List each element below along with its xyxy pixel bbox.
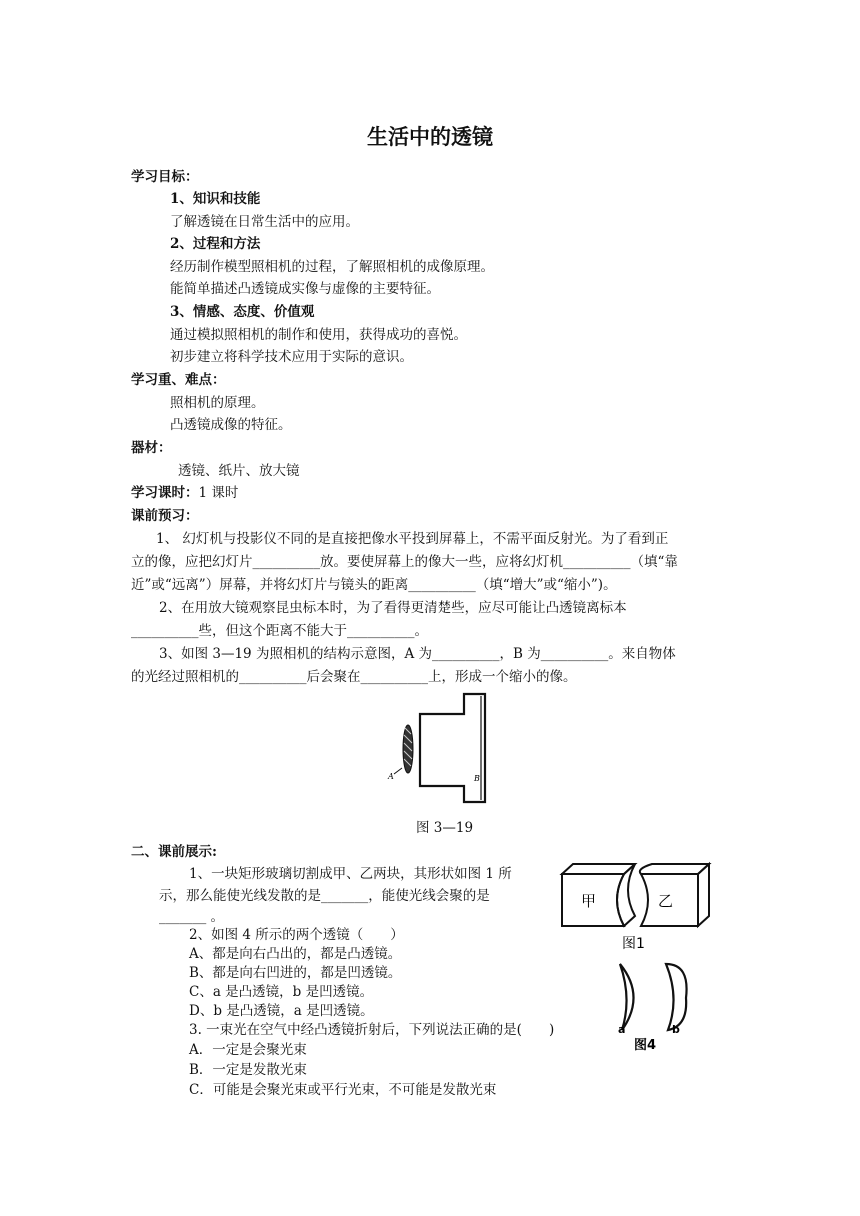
figure-3-19-caption: 图 3—19 <box>416 820 474 836</box>
label-a: A <box>388 772 394 781</box>
goal-section-1: 1、知识和技能 <box>170 191 261 207</box>
goal-text: 能简单描述凸透镜成实像与虚像的主要特征。 <box>170 281 440 297</box>
preview-q3-line: 3、如图 3—19 为照相机的结构示意图，A 为__________，B 为__________。来自物体 <box>159 646 676 662</box>
camera-diagram <box>386 688 498 812</box>
show-q2-option-a: A、都是向右凸出的，都是凸透镜。 <box>189 946 402 962</box>
preview-q2-line: 2、在用放大镜观察昆虫标本时，为了看得更清楚些，应尽可能让凸透镜离标本 <box>159 600 627 616</box>
show-q3-option-b: B．一定是发散光束 <box>189 1062 307 1078</box>
show-q1-line: 1、一块矩形玻璃切割成甲、乙两块，其形状如图 1 所 <box>189 866 512 882</box>
goal-text: 了解透镜在日常生活中的应用。 <box>170 214 359 230</box>
hours-line <box>131 484 238 502</box>
goal-text: 经历制作模型照相机的过程，了解照相机的成像原理。 <box>170 259 494 275</box>
show-q3: 3. 一束光在空气中经凸透镜折射后，下列说法正确的是( ) <box>189 1022 555 1038</box>
preview-q1-line: 1、 幻灯机与投影仪不同的是直接把像水平投到屏幕上，不需平面反射光。为了看到正 <box>156 531 669 547</box>
show-q1-line: 示，那么能使光线发散的是_______，能使光线会聚的是 <box>159 888 490 904</box>
figure-4-lenses <box>608 960 698 1056</box>
show-q3-option-c: C．可能是会聚光束或平行光束，不可能是发散光束 <box>189 1082 497 1098</box>
show-q2-option-d: D、b 是凸透镜，a 是凹透镜。 <box>189 1003 374 1019</box>
lens-shape <box>403 725 413 773</box>
goal-section-2: 2、过程和方法 <box>170 236 261 252</box>
page-title: 生活中的透镜 <box>367 125 493 149</box>
key-heading: 学习重、难点： <box>131 372 226 388</box>
goals-heading: 学习目标： <box>131 169 199 185</box>
preview-q1-line: 立的像，应把幻灯片__________放。要使屏幕上的像大一些，应将幻灯机__________（填“靠 <box>131 554 678 570</box>
lens-b <box>666 964 687 1030</box>
show-q2: 2、如图 4 所示的两个透镜（ ） <box>189 927 404 943</box>
key-text: 照相机的原理。 <box>170 395 265 411</box>
figure-4-caption: 图4 <box>634 1038 657 1053</box>
key-text: 凸透镜成像的特征。 <box>170 417 292 433</box>
block-yi-side <box>698 864 709 926</box>
label-jia: 甲 <box>581 892 597 910</box>
show-q1-line: _______ 。 <box>159 909 225 925</box>
goal-text: 初步建立将科学技术应用于实际的意识。 <box>170 349 413 365</box>
preview-q3-line: 的光经过照相机的__________后会聚在__________上，形成一个缩小的像。 <box>131 669 577 685</box>
label-lens-b: b <box>672 1023 680 1036</box>
show-q2-option-c: C、a 是凸透镜，b 是凹透镜。 <box>189 984 374 1000</box>
block-jia-top <box>562 864 635 874</box>
figure-1-caption: 图1 <box>622 936 645 952</box>
preview-q2-line: __________些，但这个距离不能大于__________。 <box>131 623 428 639</box>
materials-heading: 器材： <box>131 440 172 456</box>
label-yi: 乙 <box>658 892 674 910</box>
show-q3-option-a: A．一定是会聚光束 <box>189 1042 307 1058</box>
materials-text: 透镜、纸片、放大镜 <box>178 463 300 479</box>
goal-section-3: 3、情感、态度、价值观 <box>170 304 315 320</box>
goal-text: 通过模拟照相机的制作和使用，获得成功的喜悦。 <box>170 327 467 343</box>
hours-heading: 学习课时： <box>131 485 199 501</box>
show-q2-option-b: B、都是向右凹进的，都是凹透镜。 <box>189 965 402 981</box>
label-lens-a: a <box>618 1023 626 1036</box>
label-b: B <box>474 774 480 783</box>
show-heading: 二、课前展示: <box>131 844 217 860</box>
figure-1-glass-blocks <box>558 860 714 956</box>
preview-heading: 课前预习： <box>131 508 199 524</box>
lens-a <box>620 964 634 1030</box>
hours-value: 1 课时 <box>198 485 239 501</box>
preview-q1-line: 近”或“远离”）屏幕，并将幻灯片与镜头的距离__________（填“增大”或“缩小”)。 <box>131 577 617 593</box>
